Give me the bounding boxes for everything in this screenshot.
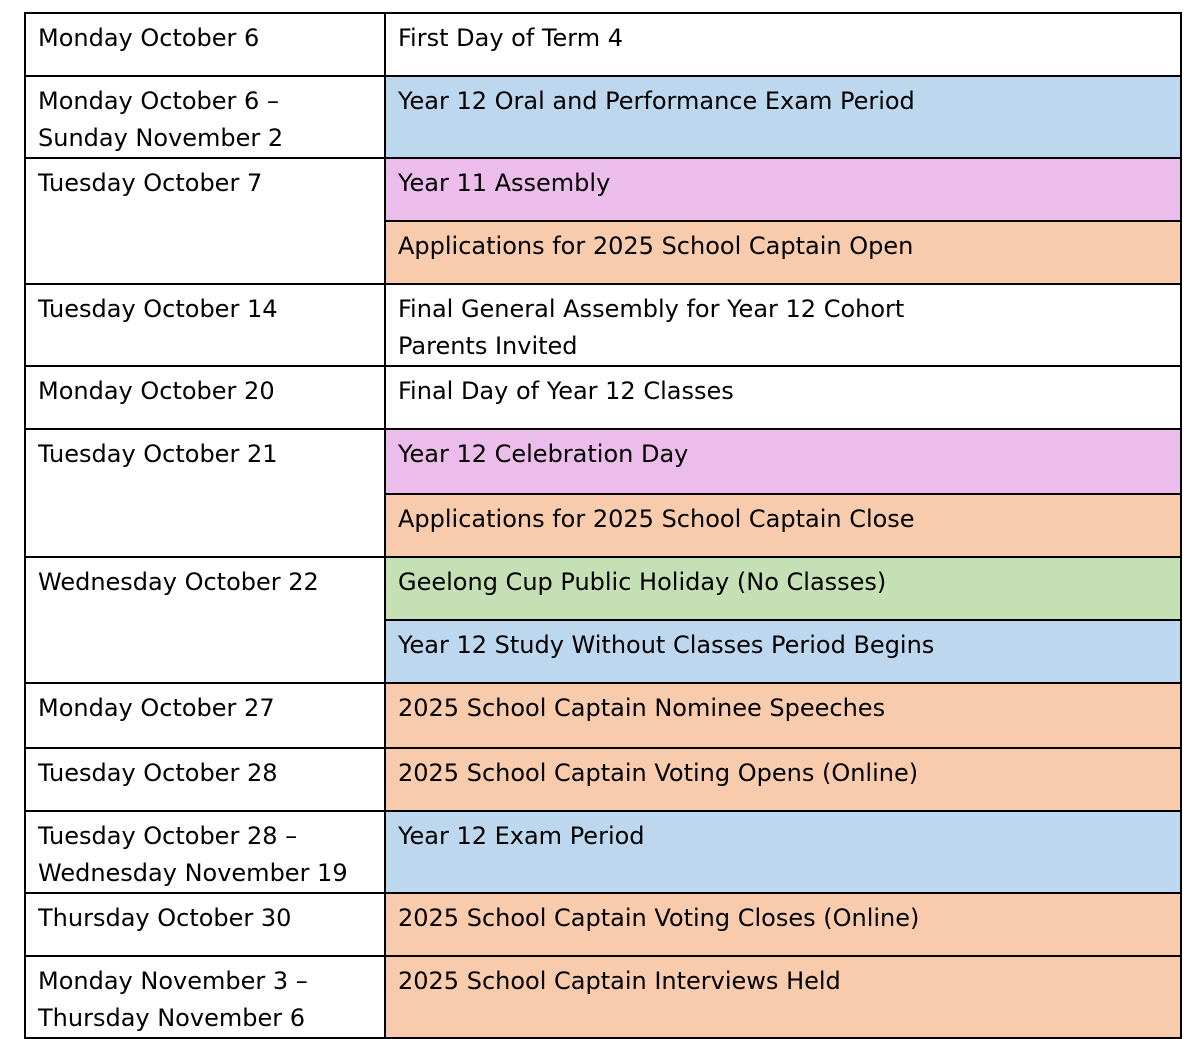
- date-cell: Monday October 27: [25, 683, 385, 748]
- date-cell: Tuesday October 21: [25, 429, 385, 557]
- date-cell: Monday November 3 – Thursday November 6: [25, 956, 385, 1038]
- date-cell: Monday October 6: [25, 13, 385, 76]
- table-row: [25, 811, 1181, 893]
- event-cell: Year 12 Oral and Performance Exam Period: [385, 76, 1181, 158]
- event-cell: First Day of Term 4: [385, 13, 1181, 76]
- event-cell: 2025 School Captain Interviews Held: [385, 956, 1181, 1038]
- table-row: [25, 158, 1181, 221]
- table-row: [25, 13, 1181, 76]
- date-cell: Monday October 6 – Sunday November 2: [25, 76, 385, 158]
- table-row: [25, 748, 1181, 811]
- date-cell: Tuesday October 28: [25, 748, 385, 811]
- table-row: [25, 893, 1181, 956]
- date-cell: Tuesday October 14: [25, 284, 385, 366]
- table-row: [25, 76, 1181, 158]
- event-cell: Final General Assembly for Year 12 Cohort Parents Invited: [385, 284, 1181, 366]
- date-cell: Thursday October 30: [25, 893, 385, 956]
- event-cell: 2025 School Captain Nominee Speeches: [385, 683, 1181, 748]
- event-cell: Applications for 2025 School Captain Close: [385, 494, 1181, 557]
- date-cell: Tuesday October 28 – Wednesday November 19: [25, 811, 385, 893]
- date-cell: Monday October 20: [25, 366, 385, 429]
- event-cell: Year 11 Assembly: [385, 158, 1181, 221]
- event-cell: 2025 School Captain Voting Opens (Online): [385, 748, 1181, 811]
- term-calendar-table: [24, 12, 1182, 1039]
- table-row: [25, 683, 1181, 748]
- date-cell: Tuesday October 7: [25, 158, 385, 284]
- table-row: [25, 956, 1181, 1038]
- event-cell: Year 12 Celebration Day: [385, 429, 1181, 494]
- event-cell: Year 12 Exam Period: [385, 811, 1181, 893]
- table-row: [25, 284, 1181, 366]
- event-cell: Final Day of Year 12 Classes: [385, 366, 1181, 429]
- event-cell: 2025 School Captain Voting Closes (Online): [385, 893, 1181, 956]
- event-cell: Geelong Cup Public Holiday (No Classes): [385, 557, 1181, 620]
- table-row: [25, 557, 1181, 620]
- event-cell: Year 12 Study Without Classes Period Begins: [385, 620, 1181, 683]
- table-row: [25, 429, 1181, 494]
- event-cell: Applications for 2025 School Captain Open: [385, 221, 1181, 284]
- table-row: [25, 366, 1181, 429]
- date-cell: Wednesday October 22: [25, 557, 385, 683]
